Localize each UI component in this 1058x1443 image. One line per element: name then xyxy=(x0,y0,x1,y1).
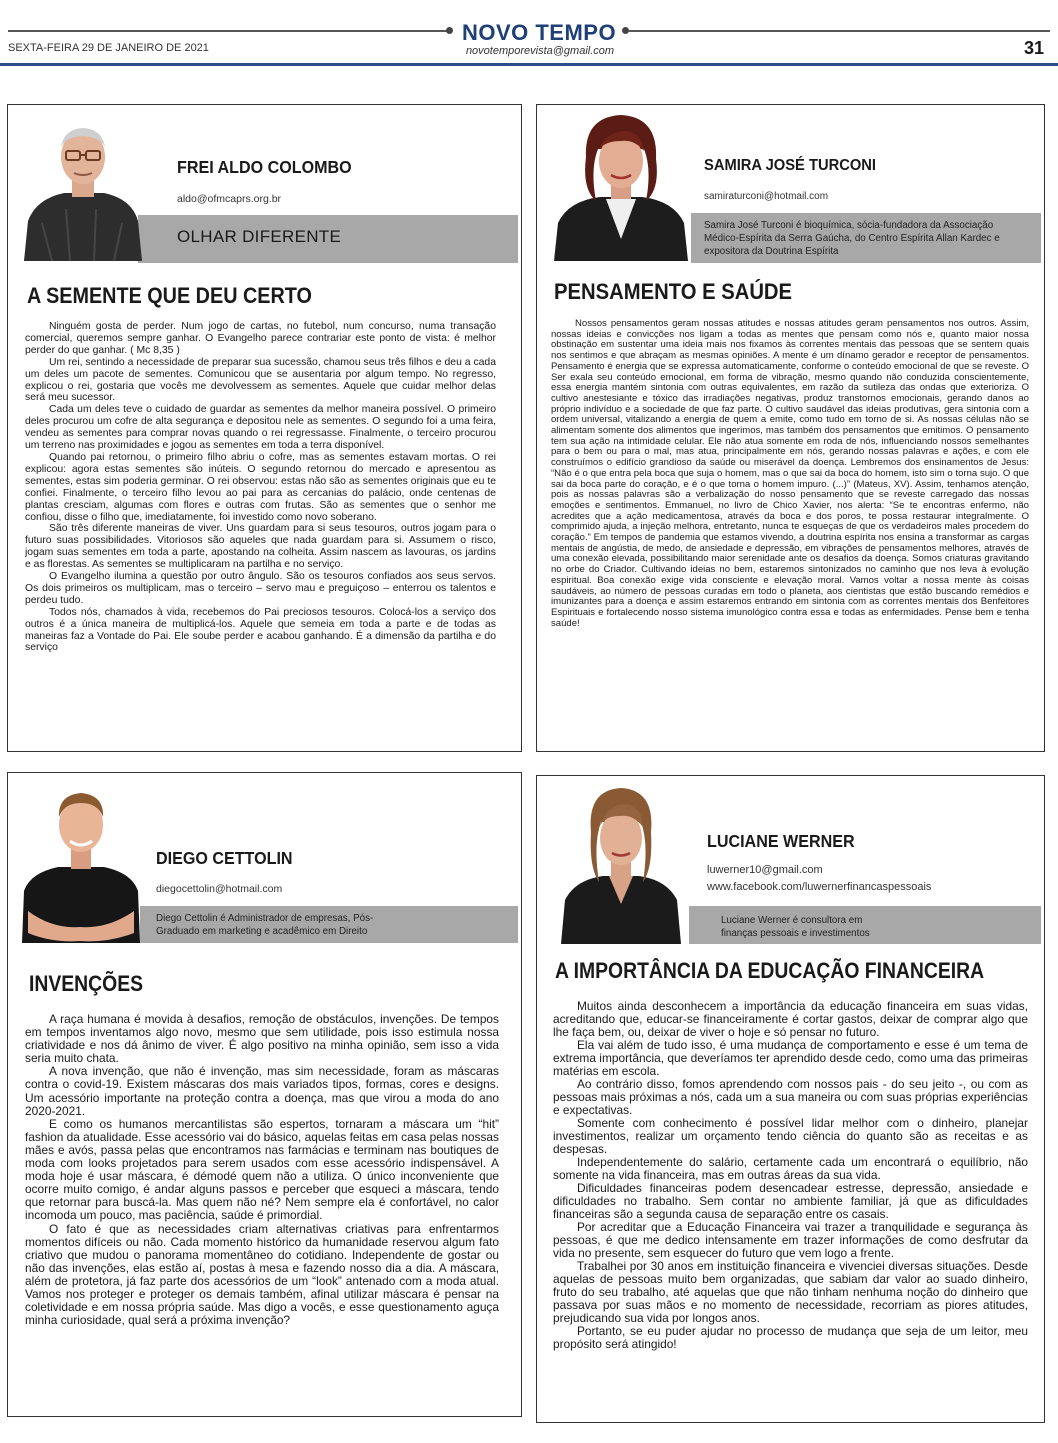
article-body xyxy=(25,1013,499,1411)
article-body xyxy=(553,1000,1028,1418)
paragraph: São três diferente maneiras de viver. Uns guardam para si seus tesouros, outros jogam para o futuro suas possibilidades. Vitoriosos são aqueles que nada guardam para si. Assumem o risco, jogam suas sementes em toda a parte, apostando na colheita. Assim nascem as lavouras, os jardins e as florestas. As sementes se multiplicaram na partilha e no serviço. xyxy=(25,523,496,571)
paragraph: Muitos ainda desconhecem a importância da educação financeira em suas vidas, acreditando que, educar-se financeiramente é cortar gastos, deixar de comprar algo que lhe faça bem, ou, deixar de viver o hoje e só pensar no futuro. xyxy=(553,1000,1028,1039)
paragraph: Nossos pensamentos geram nossas atitudes e nossas atitudes geram pensamentos nos outros. Assim, nossas ideias e convicções nos ligam a todas as mentes que pensam como nós e, quanto maior nossa obstinação em sustentar uma ideia mais nos fixamos às correntes mentais das pessoas que se sentem quais nos sentimos e que abraçam as mesmas opiniões. A mente é um dínamo gerador e receptor de pensamentos. Pensamento é energia que se expressa automaticamente, conforme o conteúdo emocional de que se reveste. O Ser exala seu conteúdo emocional, em forma de vibração, mesmo quando não conduzida conscientemente, essa energia mantém sintonia com outras equivalentes, em razão da sutileza das ondas que exterioriza. O cultivo anestesiante e tóxico das irradiações negativas, produz transtornos emocionais, gerando danos ao próprio indivíduo e a sociedade de que faz parte. O cultivo saudável das ideias produtivas, gera sintonia com a ordem universal, vitalizando a energia de quem a emite, como tudo em torno de si. As nossas células não se alimentam somente dos alimentos que ingerimos, mas também dos pensamentos que emitimos. O pensamento tem sua ação na intimidade celular. Ele não atua somente em roda de nós, influenciando nossos semelhantes para o bem ou para o mal, mas atua, principalmente em nós, gerando nossas palavras e ações, e com ele construímos o edifício grandioso da saúde ou miserável da doença. Lembremos dos ensinamentos de Jesus: “Não é o que entra pela boca que suja o homem, mas o que sai da boca do homem, isto sim o torna sujo. O que sai da boca parte do coração, e é o que torna o homem impuro. (...)” (Mateus, XV). Assim, tenhamos atenção, pois as nossas palavras são a verbalização do nosso pensamento que se reveste carregado das nossas emoções e sentimentos. Emmanuel, no livro de Chico Xavier, nos alerta: “Se te encontras enfermo, não acredites que a ação medicamentosa, através da boca e dos poros, te possa restaurar integralmente. O comprimido ajuda, a injeção melhora, entretanto, nunca te esqueças de que os verdadeiros males procedem do coração.” Em tempos de pandemia que estamos vivendo, a doutrina espírita nos ensina a transformar as cargas mentais de angústia, de medo, de ansiedade e depressão, em vibrações de pensamentos melhores, através de uma conexão elevada, possibilitando maior serenidade ante os desafios da doença. Somos criaturas gravitando no orbe do Criador. Cultivando ideias no bem, estaremos sintonizados no caminho que nos leva à evolução espiritual. Boa conexão exige vida consciente e elevação moral. Vamos voltar a nossa mente às coisas saudáveis, ao número de pessoas curadas em todo o planeta, aos cientistas que estão buscando remédios e imunizantes para a doença e assim estaremos entrando em sintonia com as correntes mentais dos Benfeitores Espirituais e fortalecendo nosso sistema imunológico contra essa e todas as enfermidades. Pense bem e tenha saúde! xyxy=(551,319,1029,629)
author-email: diegocettolin@hotmail.com xyxy=(156,883,283,895)
article-body xyxy=(551,319,1029,747)
paragraph: Um rei, sentindo a necessidade de preparar sua sucessão, chamou seus três filhos e deu a cada um deles um pacote de sementes. Comunicou que se ausentaria por algum tempo. No regresso, explicou o rei, gostaria que vocês me devolvessem as sementes. Aquele que cuidar melhor delas será meu sucessor. xyxy=(25,356,496,404)
issue-date: SEXTA-FEIRA 29 DE JANEIRO DE 2021 xyxy=(8,42,209,54)
author-photo xyxy=(554,109,688,261)
header-dot-left xyxy=(446,27,453,34)
paragraph: Ela vai além de tudo isso, é uma mudança de comportamento e esse é um tema de extrema importância, que deveríamos ter aprendido desde cedo, como uma das primeiras matérias em escola. xyxy=(553,1038,1028,1078)
article-diego xyxy=(7,772,522,1417)
article-title: A IMPORTÂNCIA DA EDUCAÇÃO FINANCEIRA xyxy=(555,958,985,983)
paragraph: Trabalhei por 30 anos em instituição financeira e vivenciei diversas situações. Desde aquelas de pessoas muito bem organizadas, que sabiam dar valor ao suado dinheiro, fruto do seu trabalho, até aquelas que que não tinham nenhuma noção do dinheiro que passava por suas mãos e no momento de necessidade, recorriam as piores atitudes, prejudicando sua vida por longos anos. xyxy=(553,1259,1028,1325)
column-name: OLHAR DIFERENTE xyxy=(177,227,342,246)
paragraph: Todos nós, chamados à vida, recebemos do Pai preciosos tesouros. Colocá-los a serviço dos outros é a única maneira de multiplicá-los. Aquele que semeia em toda a parte e de todas as maneiras faz a Vontade do Pai. Ele soube perder e acabou ganhando. É a dimensão da partilha e do serviço xyxy=(25,606,496,654)
author-bio: Diego Cettolin é Administrador de empresas, Pós-Graduado em marketing e acadêmico em Direito xyxy=(156,913,374,937)
paragraph: A raça humana é movida à desafios, remoção de obstáculos, invenções. De tempos em tempos inventamos algo novo, mesmo que sem utilidade, pois isso estimula nossa criatividade e nos dá ânimo de viver. É algo positivo na minha opinião, sem isso a vida seria muito chata. xyxy=(25,1013,499,1066)
page-header xyxy=(0,0,1058,68)
article-luciane xyxy=(536,775,1045,1423)
publication-title: NOVO TEMPO xyxy=(461,20,617,45)
author-email: aldo@ofmcaprs.org.br xyxy=(177,193,282,205)
paragraph: E como os humanos mercantilistas são espertos, tornaram a máscara um “hit” fashion da atualidade. Esse acessório vai do básico, aquelas feitas em casa pelas nossas mães e avós, passa pelas que encontramos nas farmácias e terminam nas boutiques de moda com looks projetados para serem usados com esse acessório indispensável. A moda hoje é usar máscara, é démodé quem não a utiliza. O único inconveniente que ocorre muito comigo, é andar alguns passos e perceber que esqueci a máscara, tendo que retornar para buscá-la. Mas quem não né? Nem sempre ela é confortável, no calor incomoda um pouco, mas paciência, saúde é primordial. xyxy=(25,1116,499,1223)
article-frei-aldo xyxy=(7,104,522,752)
paragraph: Por acreditar que a Educação Financeira vai trazer a tranquilidade e segurança às pessoas, é que me dedico intensamente em trazer informações de como desfrutar da vida no presente, sem esquecer do futuro que vem logo a frente. xyxy=(553,1220,1028,1260)
author-name: DIEGO CETTOLIN xyxy=(156,848,293,868)
paragraph: Quando pai retornou, o primeiro filho abriu o cofre, mas as sementes estavam mortas. O rei explicou: agora estas sementes são inúteis. O segundo retornou do mercado e apresentou as sementes, estas sim poderia germinar. O rei observou: estas não são as sementes originais que eu te confiei. Finalmente, o terceiro filho levou ao pai para as cercanias do palácio, onde centenas de plantas cresciam, algumas com flores e outras com frutas. São as sementes que o senhor me confiou, disse o filho que, imediatamente, foi investido como novo soberano. xyxy=(25,451,496,523)
author-bio: Samira José Turconi é bioquímica, sócia-fundadora da Associação Médico-Espírita da Serra Gaúcha, do Centro Espírita Allan Kardec e expositora da Doutrina Espírita xyxy=(704,220,1000,257)
article-title: A SEMENTE QUE DEU CERTO xyxy=(27,283,312,308)
article-title: PENSAMENTO E SAÚDE xyxy=(554,279,793,304)
author-email: luwerner10@gmail.com xyxy=(707,864,823,876)
publication-email: novotemporevista@gmail.com xyxy=(465,45,615,57)
paragraph: Dificuldades financeiras podem desencadear estresse, depressão, ansiedade e dificuldades no trabalho. Sem contar no ambiente familiar, já que as dificuldades financeiras são a segunda causa de separação entre os casais. xyxy=(553,1181,1028,1221)
author-bio: Luciane Werner é consultora em finanças pessoais e investimentos xyxy=(721,915,870,939)
paragraph: Somente com conhecimento é possível lidar melhor com o dinheiro, planejar investimentos, realizar um orçamento tendo ciência do quanto são as receitas e as despesas. xyxy=(553,1116,1028,1156)
article-samira xyxy=(536,104,1045,752)
header-rule-right xyxy=(628,30,1050,32)
paragraph: O fato é que as necessidades criam alternativas criativas para enfrentarmos momentos difíceis ou não. Cada momento histórico da humanidade reservou algum fato criativo que mudou o panorama momentâneo do cotidiano. Independente de gostar ou não das invenções, elas estão aí, postas à mesa e fazendo nosso dia a dia. A máscara, além de protetora, já faz parte dos acessórios de um “look” antenado com a moda atual. Vamos nos proteger e proteger os demais também, afinal utilizar máscara é pensar na coletividade e em nossa própria saúde. Mas digo a vocês, e esse questionamento aguça minha curiosidade, qual será a próxima invenção? xyxy=(25,1221,499,1328)
paragraph: Portanto, se eu puder ajudar no processo de mudança que seja de um leitor, meu propósito será atingido! xyxy=(553,1324,1028,1351)
paragraph: Independentemente do salário, certamente cada um encontrará o equilíbrio, não somente na vida financeira, mas em outras áreas da sua vida. xyxy=(553,1155,1028,1182)
paragraph: Cada um deles teve o cuidado de guardar as sementes da melhor maneira possível. O primeiro deles procurou um cofre de alta segurança e depositou nele as sementes. O segundo foi a uma feira, vendeu as sementes para comprar novas quando o rei regressasse. Finalmente, o terceiro procurou um terreno nas proximidades e jogou as sementes em toda a terra disponível. xyxy=(25,404,496,452)
author-name: FREI ALDO COLOMBO xyxy=(177,157,352,177)
author-name: LUCIANE WERNER xyxy=(707,831,855,851)
author-photo xyxy=(553,780,689,944)
paragraph: Ninguém gosta de perder. Num jogo de cartas, no futebol, num concurso, numa transação comercial, queremos sempre ganhar. O Evangelho parece contrariar este ponto de vista: é melhor perder do que ganhar. ( Mc 8,35 ) xyxy=(25,321,496,356)
page-number: 31 xyxy=(1023,38,1044,58)
article-title: INVENÇÕES xyxy=(29,971,144,996)
author-photo xyxy=(22,113,144,261)
author-photo xyxy=(22,781,140,943)
paragraph: A nova invenção, que não é invenção, mas sim necessidade, foram as máscaras contra o covid-19. Existem máscaras dos mais variados tipos, formas, cores e designs. Um acessório importante na proteção contra a doença, mas que virou a moda do ano 2020-2021. xyxy=(25,1064,499,1118)
paragraph: O Evangelho ilumina a questão por outro ângulo. São os tesouros confiados aos seus servos. Os dois primeiros os multiplicam, mas o terceiro – servo mau e preguiçoso – enterrou os talentos e perdeu tudo. xyxy=(25,571,496,606)
header-rule-left xyxy=(8,30,448,32)
author-facebook: www.facebook.com/luwernerfinancaspessoais xyxy=(707,881,932,893)
author-name: SAMIRA JOSÉ TURCONI xyxy=(704,157,877,174)
header-underline xyxy=(0,63,1058,66)
author-email: samiraturconi@hotmail.com xyxy=(704,191,829,202)
paragraph: Ao contrário disso, fomos aprendendo com nossos pais - do seu jeito -, ou com as pessoas mais próximas a nós, cada um a sua maneira ou com suas próprias experiências e expectativas. xyxy=(553,1077,1028,1117)
article-body xyxy=(25,321,496,745)
